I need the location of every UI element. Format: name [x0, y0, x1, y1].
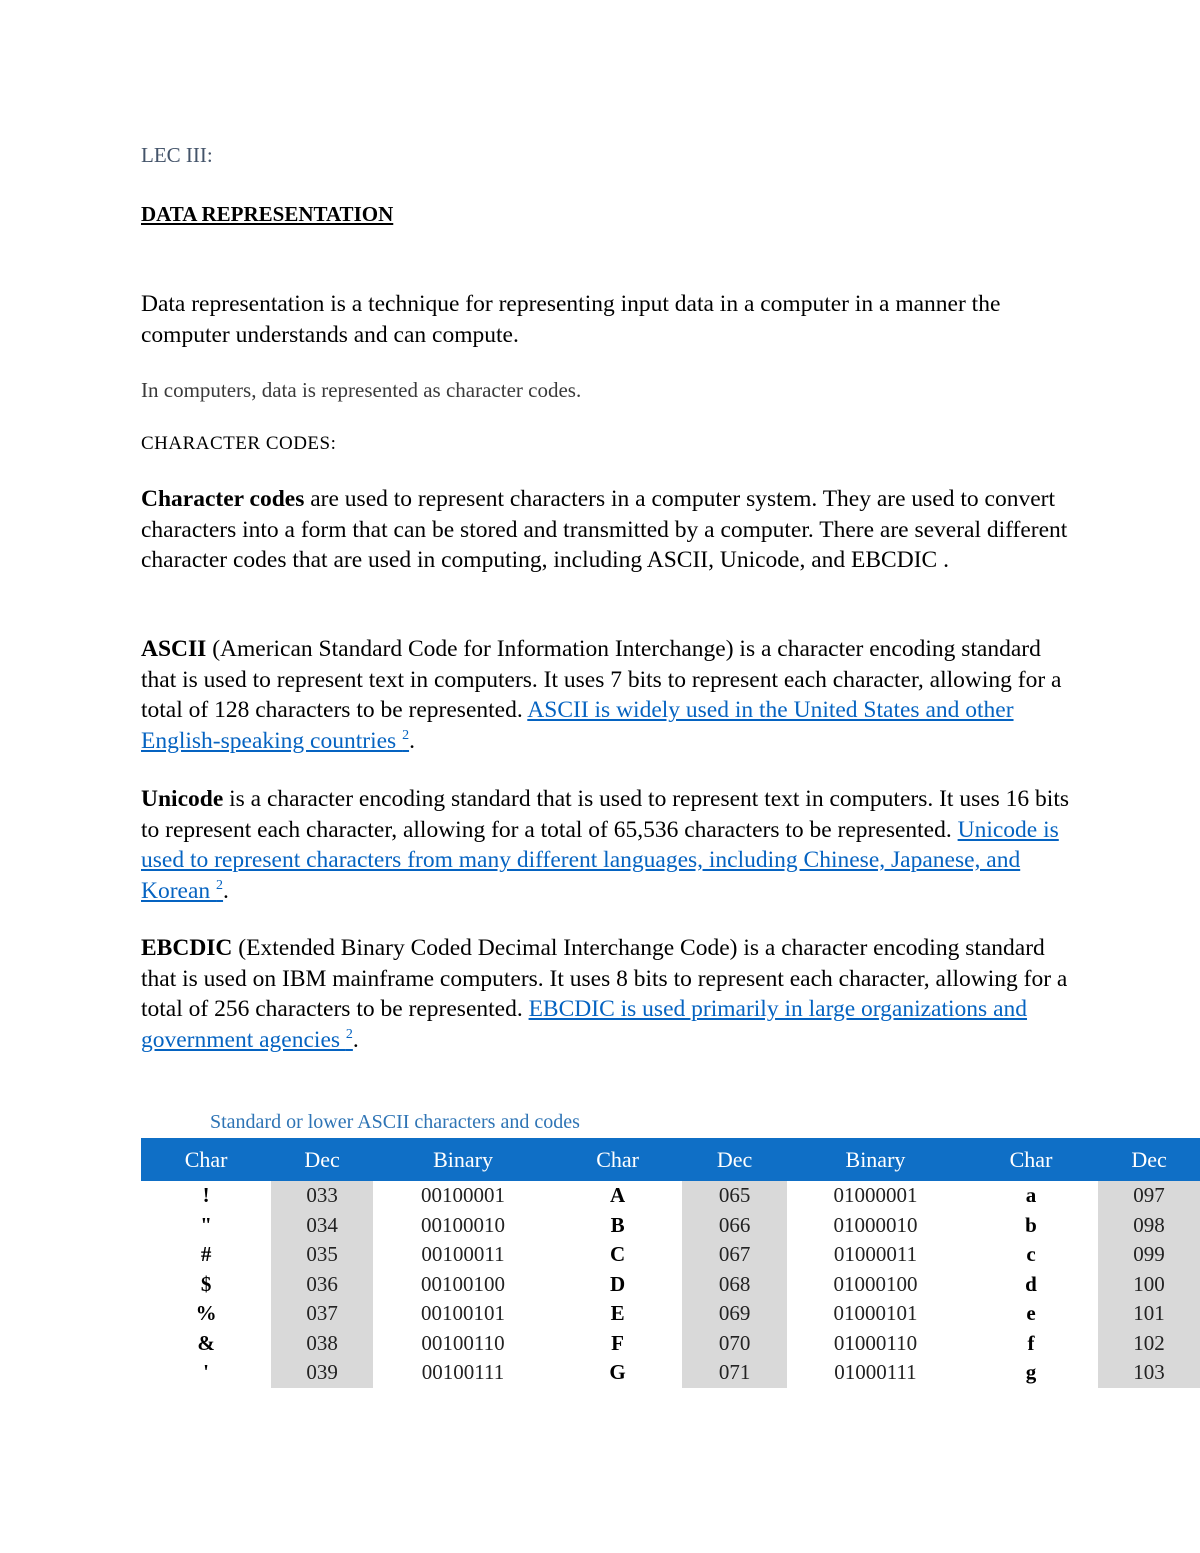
binary-cell: 00100011 — [421, 1242, 505, 1267]
dec-cell: 065 — [682, 1181, 787, 1211]
dec-cell: 066 — [682, 1211, 787, 1241]
computers-note: In computers, data is represented as character codes. — [141, 378, 582, 402]
binary-cell: 01000100 — [833, 1271, 918, 1296]
table-row — [141, 1358, 1200, 1388]
col-header-dec: Dec — [682, 1138, 787, 1181]
binary-cell: 01000011 — [833, 1242, 918, 1267]
char-cell: b — [1025, 1212, 1037, 1237]
page-title: DATA REPRESENTATION — [141, 202, 394, 226]
table-header-row — [141, 1138, 1200, 1181]
char-cell: " — [200, 1212, 212, 1237]
binary-cell: 01000110 — [833, 1330, 918, 1355]
char-cell: c — [1026, 1242, 1036, 1267]
char-cell: $ — [200, 1271, 212, 1296]
col-header-binary: Binary — [373, 1138, 553, 1181]
ascii-citation-link[interactable]: ASCII is widely used in the United States and other English-speaking countries $^2$ — [141, 697, 1014, 754]
char-cell: e — [1026, 1301, 1036, 1326]
binary-cell: 01000101 — [833, 1301, 918, 1326]
ascii-footnote-ref[interactable]: 2 — [402, 727, 410, 743]
lecture-label: LEC III: — [141, 143, 213, 167]
ebcdic-paragraph — [141, 933, 1081, 1055]
dec-cell: 070 — [682, 1329, 787, 1359]
binary-cell: 01000111 — [834, 1360, 917, 1385]
ascii-end: . — [409, 727, 415, 754]
char-cell: C — [609, 1242, 626, 1267]
dec-cell: 036 — [271, 1270, 373, 1300]
char-cell: ! — [202, 1183, 210, 1208]
col-header-dec: Dec — [271, 1138, 373, 1181]
char-cell: B — [610, 1212, 625, 1237]
binary-cell: 01000010 — [833, 1212, 918, 1237]
char-cell: f — [1027, 1330, 1035, 1355]
col-header-char: Char — [553, 1138, 682, 1181]
dec-cell: 035 — [271, 1240, 373, 1270]
dec-cell: 098 — [1098, 1211, 1200, 1241]
unicode-citation-link[interactable]: Unicode is used to represent characters from many different languages, including Chinese, Japanese, and Korean $^2$ — [141, 816, 1059, 904]
ascii-text: (American Standard Code for Information Interchange) is a character encoding standard that is used to represent text in computers. It uses 7 bits to represent each character, allowing for a total of 128 characters to be represented. — [141, 636, 1062, 723]
character-codes-term: Character codes — [141, 486, 305, 512]
char-cell: A — [609, 1183, 626, 1208]
dec-cell: 069 — [682, 1299, 787, 1329]
col-header-char: Char — [141, 1138, 271, 1181]
table-caption: Standard or lower ASCII characters and codes — [210, 1111, 580, 1133]
character-codes-text: are used to represent characters in a computer system. They are used to convert characters into a form that can be stored and transmitted by a computer. There are several different character codes that are used in computing, including ASCII, Unicode, and EBCDIC . — [141, 486, 1068, 573]
dec-cell: 068 — [682, 1270, 787, 1300]
table-row — [141, 1240, 1200, 1270]
col-header-dec: Dec — [1098, 1138, 1200, 1181]
character-codes-paragraph — [141, 484, 1081, 576]
table-row — [141, 1211, 1200, 1241]
char-cell: a — [1025, 1183, 1037, 1208]
char-cell: E — [610, 1301, 625, 1326]
unicode-term: Unicode — [141, 786, 224, 812]
char-cell: d — [1025, 1271, 1037, 1296]
char-cell: D — [609, 1271, 626, 1296]
binary-cell: 00100010 — [421, 1212, 505, 1237]
dec-cell: 097 — [1098, 1181, 1200, 1211]
char-cell: G — [609, 1360, 626, 1385]
table-row — [141, 1270, 1200, 1300]
char-cell: g — [1025, 1360, 1037, 1385]
binary-cell: 00100110 — [421, 1330, 505, 1355]
binary-cell: 00100001 — [421, 1183, 505, 1208]
dec-cell: 103 — [1098, 1358, 1200, 1388]
dec-cell: 037 — [271, 1299, 373, 1329]
char-cell: F — [611, 1330, 624, 1355]
dec-cell: 034 — [271, 1211, 373, 1241]
ebcdic-footnote-ref[interactable]: 2 — [345, 1026, 353, 1042]
unicode-text: is a character encoding standard that is used to represent text in computers. It uses 16 bits to represent each character, allowing for a total of 65,536 characters to be represented. — [141, 786, 1070, 843]
table-row — [141, 1299, 1200, 1329]
unicode-end: . — [223, 877, 229, 904]
char-cell: % — [195, 1301, 217, 1326]
ebcdic-end: . — [352, 1026, 359, 1053]
dec-cell: 039 — [271, 1358, 373, 1388]
ascii-paragraph — [141, 634, 1081, 756]
ebcdic-term: EBCDIC — [141, 935, 233, 961]
dec-cell: 101 — [1098, 1299, 1200, 1329]
binary-cell: 01000001 — [833, 1183, 918, 1208]
dec-cell: 102 — [1098, 1329, 1200, 1359]
binary-cell: 00100101 — [421, 1301, 505, 1326]
binary-cell: 00100100 — [421, 1271, 505, 1296]
unicode-footnote-ref[interactable]: 2 — [216, 877, 224, 893]
table-row — [141, 1181, 1200, 1211]
dec-cell: 033 — [271, 1181, 373, 1211]
char-cell: ' — [203, 1360, 210, 1385]
ebcdic-citation-link[interactable]: EBCDIC is used primarily in large organizations and government agencies $^2$ — [141, 996, 1028, 1053]
ascii-table — [141, 1138, 1200, 1388]
dec-cell: 071 — [682, 1358, 787, 1388]
col-header-char: Char — [964, 1138, 1098, 1181]
character-codes-heading: CHARACTER CODES: — [141, 433, 337, 454]
ascii-term: ASCII — [141, 636, 207, 662]
dec-cell: 038 — [271, 1329, 373, 1359]
dec-cell: 067 — [682, 1240, 787, 1270]
char-cell: # — [200, 1242, 212, 1267]
binary-cell: 00100111 — [421, 1360, 505, 1385]
dec-cell: 100 — [1098, 1270, 1200, 1300]
col-header-binary: Binary — [787, 1138, 964, 1181]
dec-cell: 099 — [1098, 1240, 1200, 1270]
intro-paragraph: Data representation is a technique for representing input data in a computer in a manner the computer understands and can compute. — [141, 291, 1001, 348]
unicode-paragraph — [141, 784, 1081, 906]
ebcdic-text: (Extended Binary Coded Decimal Interchange Code) is a character encoding standard that is used on IBM mainframe computers. It uses 8 bits to represent each character, allowing for a total of 256 characters to be represented. — [141, 935, 1068, 1022]
table-row — [141, 1329, 1200, 1359]
char-cell: & — [197, 1330, 215, 1355]
